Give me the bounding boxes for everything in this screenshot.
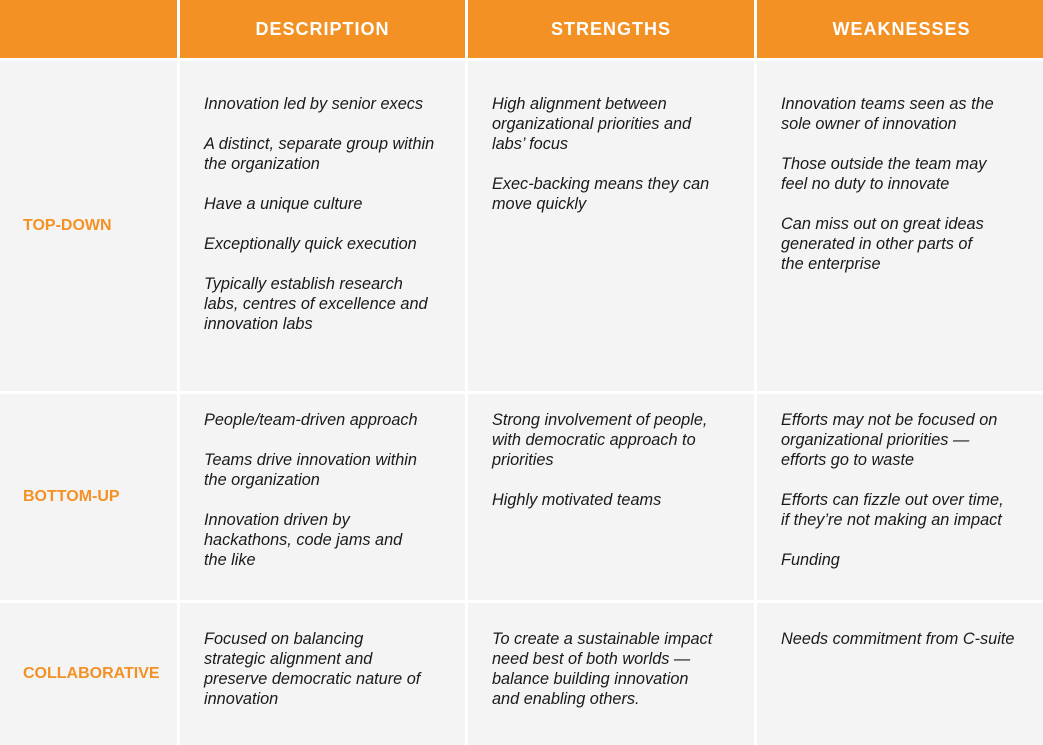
weaknesses-item: Funding <box>781 551 840 569</box>
description-item: Have a unique culture <box>204 195 363 213</box>
row-label: TOP-DOWN <box>0 61 177 391</box>
strengths-cell <box>468 603 754 745</box>
description-item: Exceptionally quick execution <box>204 235 417 253</box>
header-strengths: STRENGTHS <box>468 0 754 58</box>
weaknesses-cell <box>757 61 1043 391</box>
weaknesses-item: Those outside the team may feel no duty to innovate <box>781 155 987 193</box>
strengths-cell <box>468 61 754 391</box>
row-label: BOTTOM-UP <box>0 394 177 600</box>
strengths-cell <box>468 394 754 600</box>
description-cell <box>180 61 465 391</box>
description-item: A distinct, separate group within the organization <box>204 135 435 173</box>
strengths-item: To create a sustainable impact need best of both worlds — balance building innovation and enabling others. <box>492 630 713 708</box>
description-item: Typically establish research labs, centres of excellence and innovation labs <box>204 275 428 333</box>
description-item: Teams drive innovation within the organization <box>204 451 417 489</box>
description-item: People/team-driven approach <box>204 411 418 429</box>
description-cell <box>180 394 465 600</box>
description-cell <box>180 603 465 745</box>
weaknesses-item: Can miss out on great ideas generated in other parts of the enterprise <box>781 215 984 273</box>
weaknesses-item: Needs commitment from C-suite <box>781 630 1015 648</box>
weaknesses-item: Efforts can fizzle out over time, if they’re not making an impact <box>781 491 1004 529</box>
strengths-item: Exec-backing means they can move quickly <box>492 175 710 213</box>
weaknesses-item: Efforts may not be focused on organizational priorities — efforts go to waste <box>781 411 998 469</box>
header-description: DESCRIPTION <box>180 0 465 58</box>
header-blank <box>0 0 177 58</box>
description-item: Innovation led by senior execs <box>204 95 424 113</box>
strengths-item: High alignment between organizational priorities and labs’ focus <box>492 95 692 153</box>
weaknesses-item: Innovation teams seen as the sole owner of innovation <box>781 95 994 133</box>
strengths-item: Strong involvement of people, with democratic approach to priorities <box>492 411 708 469</box>
weaknesses-cell <box>757 394 1043 600</box>
row-label: COLLABORATIVE <box>0 603 177 745</box>
description-item: Innovation driven by hackathons, code jams and the like <box>204 511 403 569</box>
description-item: Focused on balancing strategic alignment and preserve democratic nature of innovation <box>204 630 421 708</box>
header-weaknesses: WEAKNESSES <box>757 0 1043 58</box>
weaknesses-cell <box>757 603 1043 745</box>
strengths-item: Highly motivated teams <box>492 491 662 509</box>
